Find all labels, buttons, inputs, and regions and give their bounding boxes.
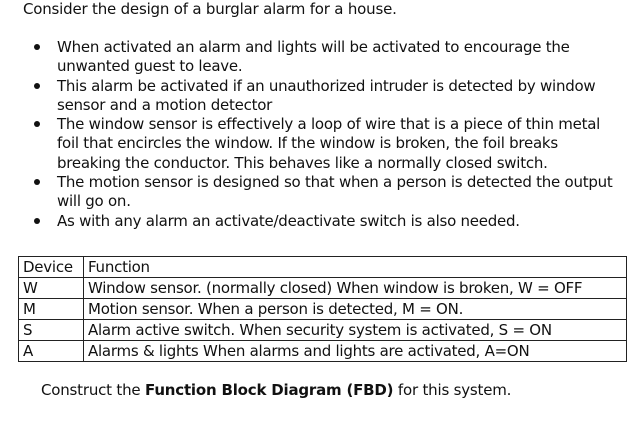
- list-item: [0, 115, 635, 173]
- device-cell: S: [19, 320, 84, 341]
- list-item: [0, 212, 635, 231]
- instruction-suffix: for this system.: [393, 381, 512, 399]
- list-item-text: As with any alarm an activate/deactivate switch is also needed.: [57, 211, 520, 230]
- table-row: [19, 278, 627, 299]
- table-header-row: [19, 257, 627, 278]
- list-item: [0, 38, 635, 77]
- bullet-icon: [34, 179, 40, 185]
- device-cell: W: [19, 278, 84, 299]
- list-item-text: The window sensor is effectively a loop of wire that is a piece of thin metal foil that encircles the window. If the window is broken, the foil breaks breaking the conductor. This behaves like a normally closed switch.: [57, 115, 601, 172]
- function-cell: Alarm active switch. When security system is activated, S = ON: [84, 320, 627, 341]
- function-cell: Window sensor. (normally closed) When window is broken, W = OFF: [84, 278, 627, 299]
- device-function-table: [18, 256, 627, 362]
- column-header-device: Device: [19, 257, 84, 278]
- instruction-emphasis: Function Block Diagram (FBD): [145, 381, 394, 399]
- device-cell: M: [19, 299, 84, 320]
- column-header-function: Function: [84, 257, 627, 278]
- table-row: [19, 299, 627, 320]
- requirements-list: [0, 38, 635, 231]
- list-item: [0, 173, 635, 212]
- bullet-icon: [34, 121, 40, 127]
- list-item-text: This alarm be activated if an unauthorized intruder is detected by window sensor and a motion detector: [57, 76, 596, 114]
- table-row: [19, 320, 627, 341]
- function-cell: Motion sensor. When a person is detected, M = ON.: [84, 299, 627, 320]
- function-cell: Alarms & lights When alarms and lights are activated, A=ON: [84, 341, 627, 362]
- intro-text: Consider the design of a burglar alarm for a house.: [23, 0, 397, 18]
- device-cell: A: [19, 341, 84, 362]
- list-item-text: The motion sensor is designed so that when a person is detected the output will go on.: [57, 173, 613, 211]
- instruction-text: [41, 381, 511, 399]
- table-row: [19, 341, 627, 362]
- instruction-prefix: Construct the: [41, 381, 146, 399]
- list-item-text: When activated an alarm and lights will be activated to encourage the unwanted guest to leave.: [57, 38, 570, 76]
- bullet-icon: [34, 44, 40, 50]
- bullet-icon: [34, 83, 40, 89]
- list-item: [0, 77, 635, 116]
- bullet-icon: [34, 218, 40, 224]
